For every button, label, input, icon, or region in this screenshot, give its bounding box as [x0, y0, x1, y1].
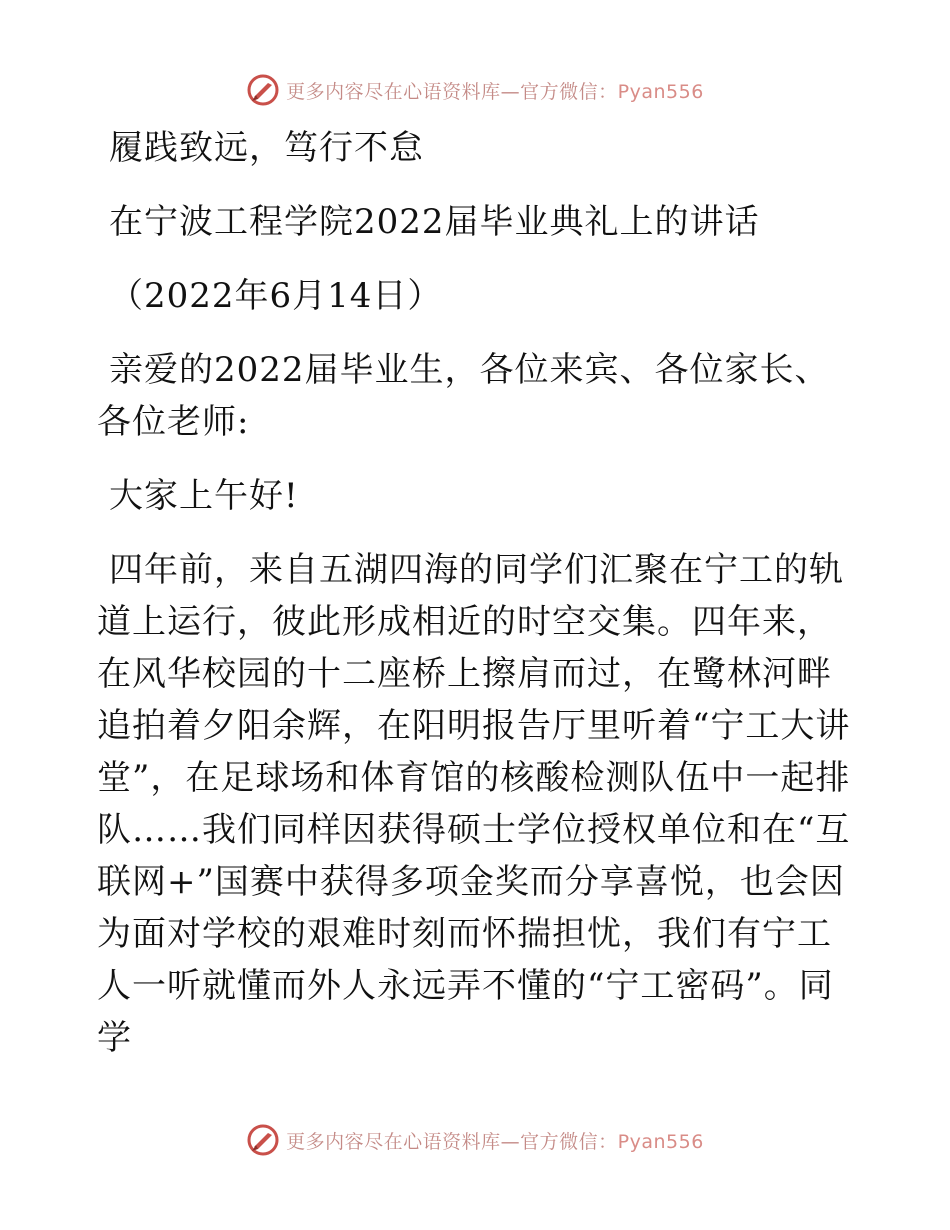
banner-text: 更多内容尽在心语资料库—官方微信：Pyan556 — [286, 1130, 704, 1153]
body-paragraph: 四年前，来自五湖四海的同学们汇聚在宁工的轨道上运行，彼此形成相近的时空交集。四年来，在风华校园的十二座桥上擦肩而过，在鹭林河畔追拍着夕阳余辉，在阳明报告厅里听着“宁工大讲堂”，在足球场和体育馆的核酸检测队伍中一起排队……我们同样因获得硕士学位授权单位和在“互联网+”国赛中获得多项金奖而分享喜悦，也会因为面对学校的艰难时刻而怀揣担忧，我们有宁工人一听就懂而外人永远弄不懂的“宁工密码”。同学 — [97, 550, 851, 1058]
footer-watermark-banner — [0, 1120, 950, 1160]
document-subtitle: 在宁波工程学院2022届毕业典礼上的讲话 — [109, 202, 760, 242]
header-watermark-banner — [0, 70, 950, 110]
salutation-paragraph: 亲爱的2022届毕业生，各位来宾、各位家长、各位老师: — [97, 350, 830, 442]
pen-logo-icon — [246, 1123, 280, 1157]
pen-logo-icon — [246, 73, 280, 107]
document-title: 履践致远，笃行不怠 — [109, 128, 424, 168]
document-date: （2022年6月14日） — [109, 276, 443, 316]
banner-text: 更多内容尽在心语资料库—官方微信：Pyan556 — [286, 80, 704, 103]
greeting-paragraph: 大家上午好! — [109, 476, 299, 516]
document-body — [97, 122, 852, 1086]
